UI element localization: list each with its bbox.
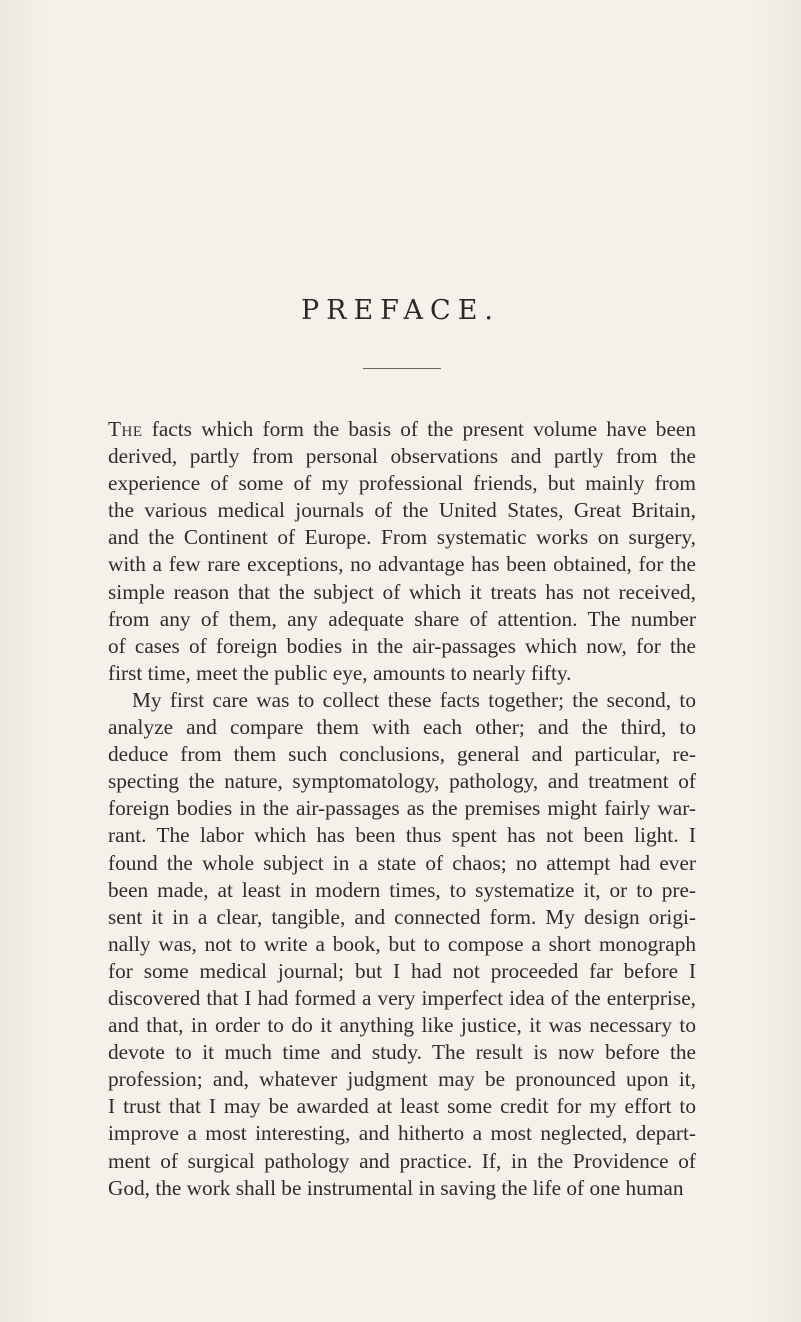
text-line	[108, 850, 696, 877]
text-line	[108, 795, 696, 822]
line-text: for some medical journal; but I had not proceeded far before I	[108, 958, 696, 983]
line-text: analyze and compare them with each other; and the third, to	[108, 715, 696, 740]
text-line	[108, 714, 696, 741]
text-line	[108, 687, 696, 714]
text-line	[108, 524, 696, 551]
text-line	[108, 822, 696, 849]
line-text: first time, meet the public eye, amounts to nearly fifty.	[108, 660, 572, 685]
line-text: nally was, not to write a book, but to compose a short monograph	[108, 931, 696, 956]
lead-word: The	[108, 417, 143, 441]
line-text: ment of surgical pathology and practice. If, in the Providence of	[108, 1148, 696, 1173]
text-line	[108, 985, 696, 1012]
line-text: experience of some of my professional friends, but mainly from	[108, 471, 696, 496]
text-line	[108, 606, 696, 633]
line-text: My first care was to collect these facts together; the second, to	[132, 687, 696, 712]
line-text: God, the work shall be instrumental in saving the life of one human	[108, 1175, 684, 1200]
text-line	[108, 443, 696, 470]
text-line	[108, 958, 696, 985]
text-line	[108, 416, 696, 443]
line-text: specting the nature, symptomatology, pathology, and treatment of	[108, 769, 696, 794]
text-line	[108, 497, 696, 524]
line-text: with a few rare exceptions, no advantage has been obtained, for the	[108, 552, 696, 577]
text-line	[108, 904, 696, 931]
text-line	[108, 1039, 696, 1066]
line-text: facts which form the basis of the present volume have been	[142, 417, 696, 441]
line-text: I trust that I may be awarded at least some credit for my effort to	[108, 1094, 696, 1119]
line-text: improve a most interesting, and hitherto a most neglected, depart-	[108, 1121, 696, 1146]
line-text: derived, partly from personal observations and partly from the	[108, 444, 696, 469]
preface-body	[108, 416, 696, 1202]
page-heading: PREFACE.	[300, 295, 501, 326]
line-text: rant. The labor which has been thus spent has not been light. I	[108, 823, 696, 848]
line-text: foreign bodies in the air-passages as the premises might fairly war-	[108, 796, 696, 821]
line-text: of cases of foreign bodies in the air-passages which now, for the	[108, 633, 696, 658]
text-line	[108, 660, 696, 687]
text-line	[108, 1120, 696, 1147]
line-text: found the whole subject in a state of chaos; no attempt had ever	[108, 850, 696, 875]
text-line	[108, 1093, 696, 1120]
line-text: from any of them, any adequate share of attention. The number	[108, 606, 696, 631]
text-line	[108, 470, 696, 497]
text-line	[108, 579, 696, 606]
line-text: profession; and, whatever judgment may be pronounced upon it,	[108, 1067, 696, 1092]
text-line	[108, 768, 696, 795]
line-text: discovered that I had formed a very imperfect idea of the enterprise,	[108, 985, 696, 1010]
text-line	[108, 877, 696, 904]
line-text: simple reason that the subject of which it treats has not received,	[108, 579, 696, 604]
line-text: been made, at least in modern times, to systematize it, or to pre-	[108, 877, 696, 902]
text-line	[108, 1148, 696, 1175]
line-text: the various medical journals of the United States, Great Britain,	[108, 498, 696, 523]
line-text: sent it in a clear, tangible, and connected form. My design origi-	[108, 904, 696, 929]
line-text: devote to it much time and study. The result is now before the	[108, 1040, 696, 1065]
text-line	[108, 931, 696, 958]
text-line	[108, 551, 696, 578]
text-line	[108, 1066, 696, 1093]
heading-rule	[363, 368, 441, 369]
line-text: deduce from them such conclusions, general and particular, re-	[108, 742, 696, 767]
text-line	[108, 1175, 696, 1202]
line-text: and the Continent of Europe. From systematic works on surgery,	[108, 525, 696, 550]
text-line	[108, 633, 696, 660]
line-text: and that, in order to do it anything like justice, it was necessary to	[108, 1013, 696, 1038]
text-line	[108, 1012, 696, 1039]
text-line	[108, 741, 696, 768]
